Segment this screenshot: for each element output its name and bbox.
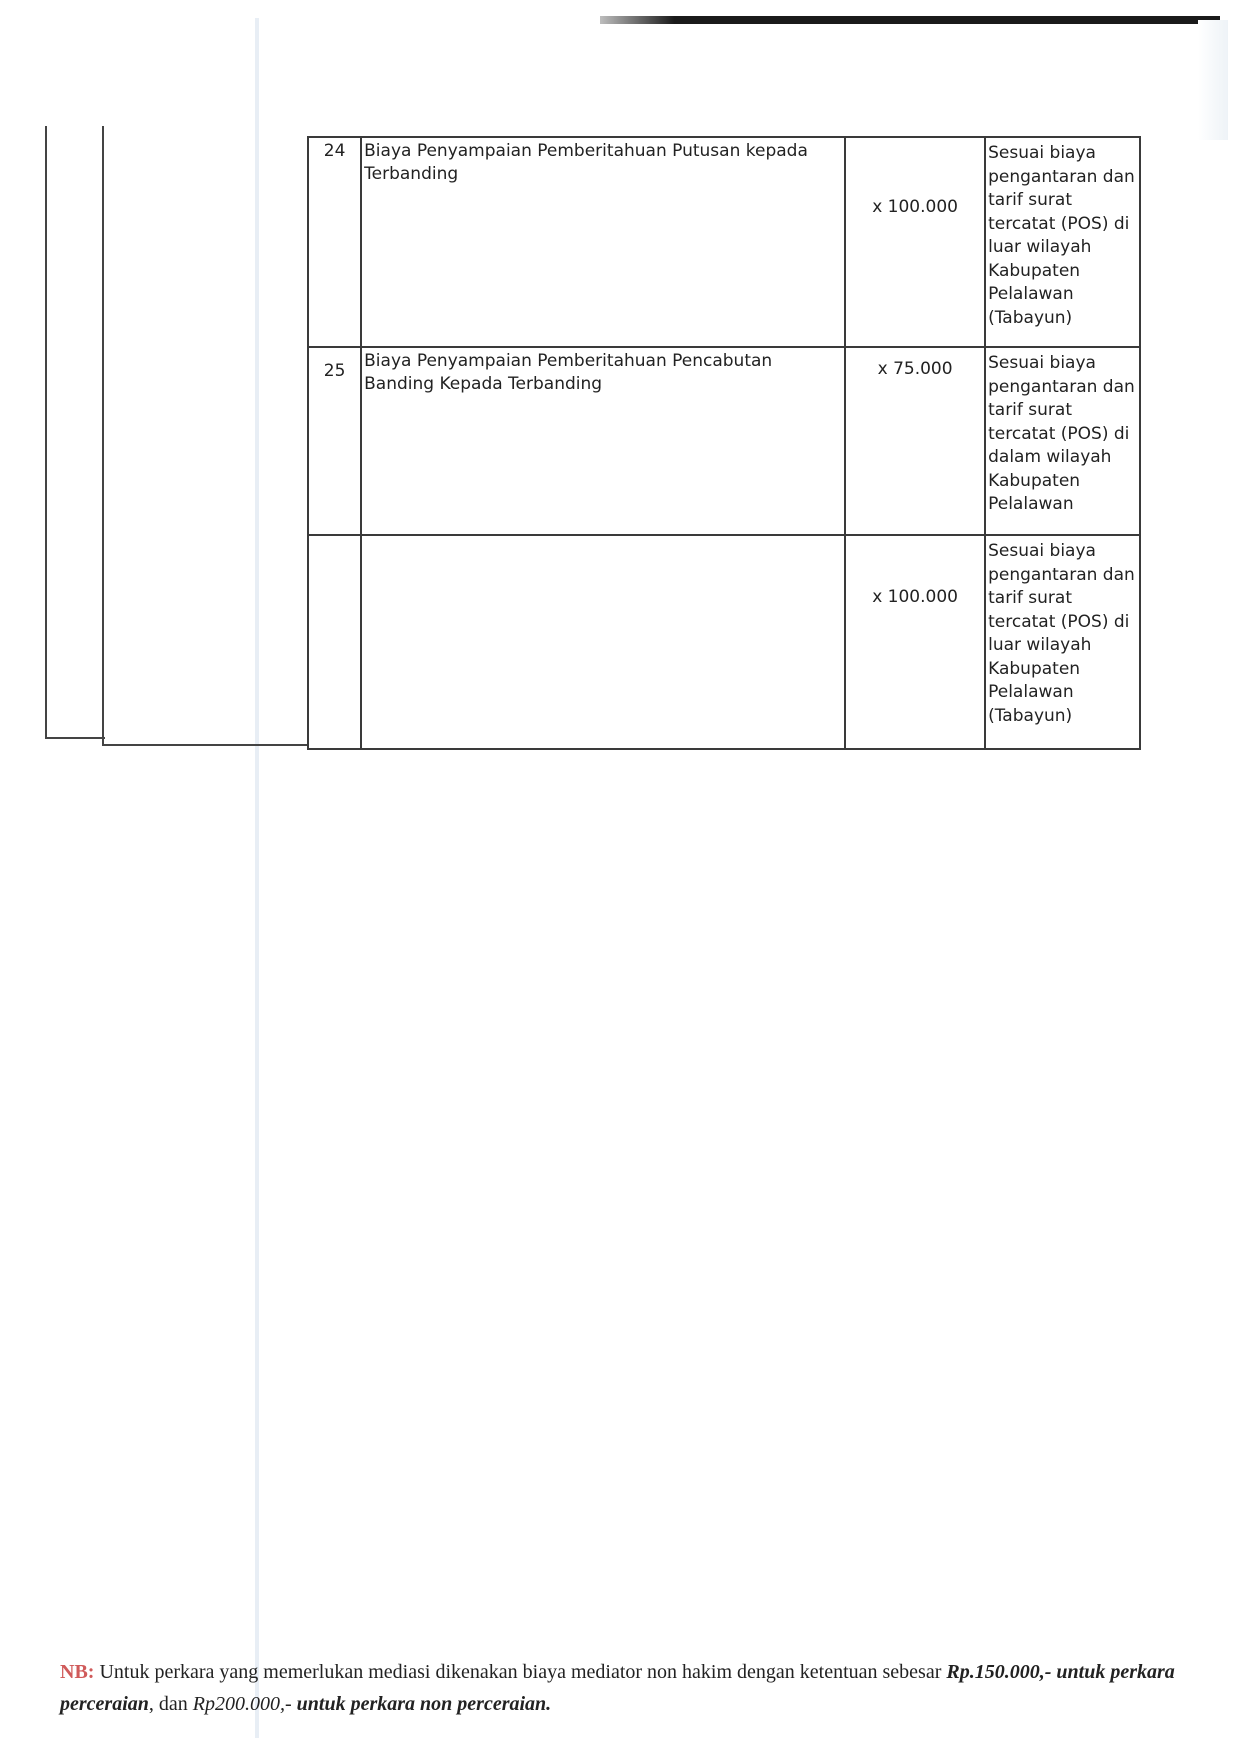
- scan-fold-line: [255, 18, 259, 1738]
- scan-edge-bar: [600, 16, 1220, 24]
- footnote-case-divorce: untuk perkara perceraian: [60, 1661, 1175, 1715]
- footnote-amount-divorce: Rp.150.000,-: [946, 1661, 1052, 1683]
- row-amount: x 100.000: [872, 587, 958, 607]
- row-description: Biaya Penyampaian Pemberitahuan Putusan kepada Terbanding: [361, 137, 845, 347]
- fee-table: [307, 136, 1141, 750]
- footnote-label: NB:: [60, 1661, 95, 1683]
- footnote-amount-non-divorce: Rp200.000,-: [192, 1693, 292, 1715]
- footnote: [60, 1656, 1190, 1720]
- row-number: [308, 535, 361, 749]
- row-note: Sesuai biaya pengantaran dan tarif surat tercatat (POS) di luar wilayah Kabupaten Pelalawan (Tabayun): [985, 535, 1140, 749]
- footnote-case-non-divorce: untuk perkara non perceraian.: [291, 1693, 552, 1715]
- table-row: [308, 137, 1140, 347]
- table-row: [308, 347, 1140, 535]
- footnote-separator: , dan: [148, 1693, 193, 1715]
- row-number: 24: [308, 137, 361, 347]
- row-number: 25: [308, 347, 361, 535]
- outer-frame-left-line: [45, 126, 47, 738]
- scan-shadow: [1198, 20, 1228, 140]
- outer-frame-inner-line: [102, 126, 104, 744]
- outer-frame-bottom: [102, 744, 307, 746]
- table-row: [308, 535, 1140, 749]
- outer-frame-bottom-left: [45, 737, 105, 739]
- row-amount-cell: [845, 137, 985, 347]
- row-note: Sesuai biaya pengantaran dan tarif surat tercatat (POS) di luar wilayah Kabupaten Pelalawan (Tabayun): [985, 137, 1140, 347]
- row-amount-cell: [845, 535, 985, 749]
- row-description: [361, 535, 845, 749]
- row-amount: x 75.000: [877, 359, 953, 379]
- row-amount-cell: [845, 347, 985, 535]
- row-amount: x 100.000: [872, 197, 958, 217]
- row-description: Biaya Penyampaian Pemberitahuan Pencabutan Banding Kepada Terbanding: [361, 347, 845, 535]
- footnote-text: Untuk perkara yang memerlukan mediasi dikenakan biaya mediator non hakim dengan ketentuan sebesar: [94, 1661, 947, 1683]
- row-note: Sesuai biaya pengantaran dan tarif surat tercatat (POS) di dalam wilayah Kabupaten Pelalawan: [985, 347, 1140, 535]
